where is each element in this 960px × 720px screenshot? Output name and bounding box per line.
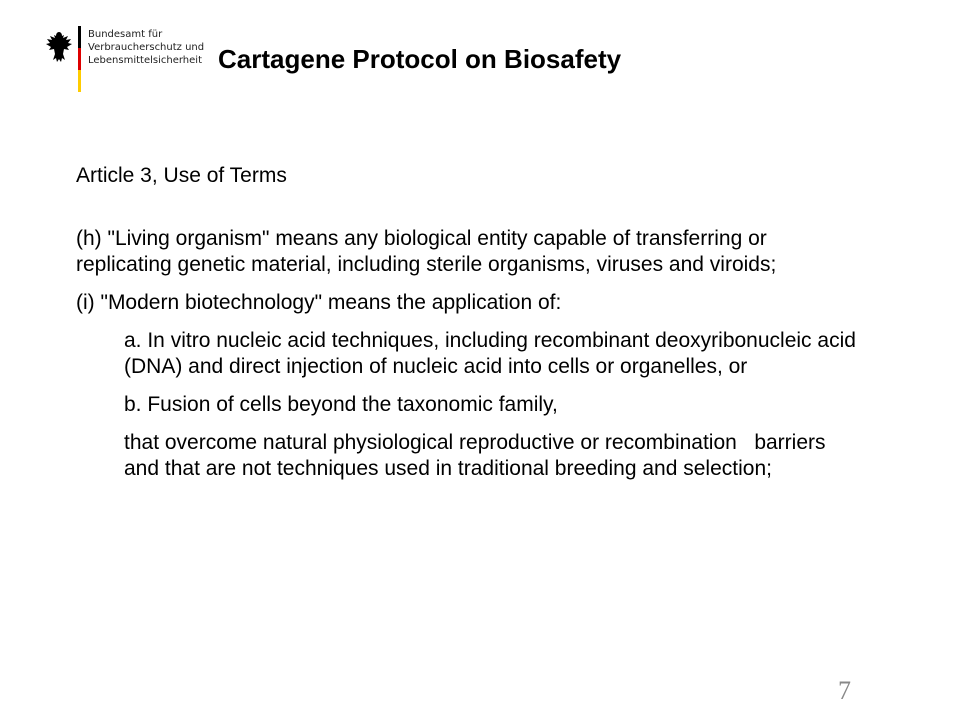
slide-content (76, 163, 866, 482)
logo-text (88, 28, 204, 67)
flag-bar (78, 26, 81, 92)
slide-title: Cartagene Protocol on Biosafety (218, 44, 622, 74)
logo-line-1: Bundesamt für (88, 29, 163, 40)
article-heading: Article 3, Use of Terms (76, 164, 287, 187)
list-item-b: b. Fusion of cells beyond the taxonomic family, (124, 393, 558, 416)
bvl-logo (44, 26, 204, 96)
flag-black-stripe (78, 26, 81, 48)
page-number: 7 (838, 676, 851, 705)
definition-conclusion: that overcome natural physiological reproductive or recombination barriers and that are not techniques used in traditional breeding and selection; (124, 431, 832, 480)
definition-living-organism: (h) "Living organism" means any biological entity capable of transferring or replicating genetic material, including sterile organisms, viruses and viroids; (76, 227, 777, 276)
definition-modern-biotechnology: (i) "Modern biotechnology" means the application of: (76, 291, 562, 314)
list-item-a: a. In vitro nucleic acid techniques, including recombinant deoxyribonucleic acid (DNA) and direct injection of nucleic acid into cells or organelles, or (124, 329, 856, 378)
flag-gold-stripe (78, 70, 81, 92)
logo-line-3: Lebensmittelsicherheit (88, 55, 202, 66)
flag-red-stripe (78, 48, 81, 70)
logo-line-2: Verbraucherschutz und (88, 42, 205, 53)
federal-eagle-icon (44, 30, 74, 64)
